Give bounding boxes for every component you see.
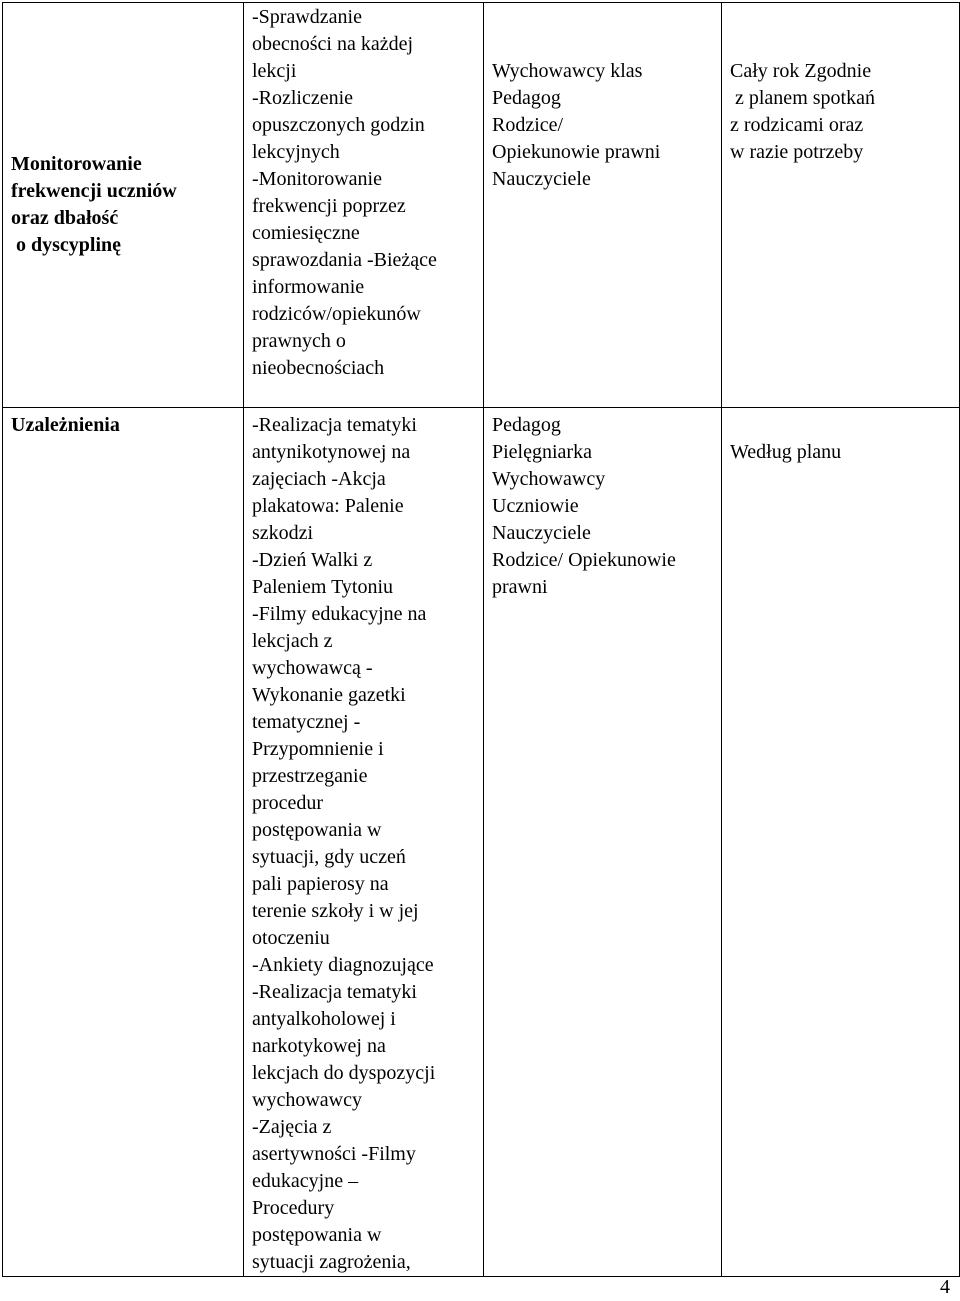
timing-line: Cały rok Zgodnie bbox=[730, 60, 872, 82]
activity-line: Paleniem Tytoniu bbox=[252, 576, 393, 598]
activity-line: wychowawcą - bbox=[252, 657, 373, 679]
responsible-line: Rodzice/ Opiekunowie bbox=[492, 549, 676, 571]
responsible-cell bbox=[484, 408, 722, 1277]
responsible-line: Rodzice/ bbox=[492, 114, 564, 136]
responsible-line: Wychowawcy klas bbox=[492, 60, 643, 82]
timing-line: z planem spotkań bbox=[735, 87, 875, 109]
activity-line: -Filmy edukacyjne na bbox=[252, 603, 427, 625]
topic-cell bbox=[3, 408, 244, 1277]
activity-line: antynikotynowej na bbox=[252, 441, 411, 463]
activity-line: comiesięczne bbox=[252, 222, 360, 244]
activity-line: rodziców/opiekunów bbox=[252, 303, 421, 325]
activity-line: -Monitorowanie bbox=[252, 168, 382, 190]
activity-line: asertywności -Filmy bbox=[252, 1143, 416, 1165]
activities-cell bbox=[244, 408, 484, 1277]
activity-line: sytuacji, gdy uczeń bbox=[252, 846, 406, 868]
responsible-line: Uczniowie bbox=[492, 495, 579, 517]
activity-line: terenie szkoły i w jej bbox=[252, 900, 419, 922]
timing-line: Według planu bbox=[730, 441, 842, 463]
table-row bbox=[3, 408, 960, 1277]
responsible-line: Opiekunowie prawni bbox=[492, 141, 661, 163]
activity-line: przestrzeganie bbox=[252, 765, 368, 787]
responsible-line: Pedagog bbox=[492, 87, 561, 109]
timing-line: z rodzicami oraz bbox=[730, 114, 864, 136]
activity-line: tematycznej - bbox=[252, 711, 361, 733]
topic-line: Uzależnienia bbox=[11, 414, 120, 436]
activity-line: obecności na każdej bbox=[252, 33, 414, 55]
activity-line: sprawozdania -Bieżące bbox=[252, 249, 437, 271]
responsible-line: Nauczyciele bbox=[492, 522, 591, 544]
activity-line: frekwencji poprzez bbox=[252, 195, 406, 217]
table-row bbox=[3, 3, 960, 408]
activity-line: antyalkoholowej i bbox=[252, 1008, 396, 1030]
activity-line: edukacyjne – bbox=[252, 1170, 359, 1192]
activity-line: zajęciach -Akcja bbox=[252, 468, 386, 490]
activity-line: Przypomnienie i bbox=[252, 738, 384, 760]
activity-line: Wykonanie gazetki bbox=[252, 684, 406, 706]
activity-line: otoczeniu bbox=[252, 927, 330, 949]
activity-line: narkotykowej na bbox=[252, 1035, 386, 1057]
activity-line: -Sprawdzanie bbox=[252, 6, 362, 28]
responsible-line: Pielęgniarka bbox=[492, 441, 592, 463]
activity-line: lekcjach z bbox=[252, 630, 333, 652]
activity-line: prawnych o bbox=[252, 330, 346, 352]
activity-line: pali papierosy na bbox=[252, 873, 389, 895]
responsible-cell bbox=[484, 3, 722, 408]
activity-line: postępowania w bbox=[252, 819, 382, 841]
activity-line: lekcji bbox=[252, 60, 297, 82]
activity-line: plakatowa: Palenie bbox=[252, 495, 404, 517]
activity-line: lekcjach do dyspozycji bbox=[252, 1062, 436, 1084]
topic-line: oraz dbałość bbox=[11, 207, 119, 229]
activity-line: -Zajęcia z bbox=[252, 1116, 332, 1138]
activity-line: opuszczonych godzin bbox=[252, 114, 425, 136]
timing-line: w razie potrzeby bbox=[730, 141, 864, 163]
activity-line: -Ankiety diagnozujące bbox=[252, 954, 434, 976]
activity-line: nieobecnościach bbox=[252, 357, 385, 379]
activity-line: Procedury bbox=[252, 1197, 335, 1219]
activity-line: szkodzi bbox=[252, 522, 314, 544]
responsible-line: prawni bbox=[492, 576, 548, 598]
activity-line: wychowawcy bbox=[252, 1089, 362, 1111]
activity-line: -Rozliczenie bbox=[252, 87, 354, 109]
activity-line: lekcyjnych bbox=[252, 141, 340, 163]
activity-line: -Realizacja tematyki bbox=[252, 981, 417, 1003]
topic-line: o dyscyplinę bbox=[16, 234, 122, 256]
responsible-line: Pedagog bbox=[492, 414, 561, 436]
activity-line: postępowania w bbox=[252, 1224, 382, 1246]
activity-line: -Dzień Walki z bbox=[252, 549, 373, 571]
page-number: 4 bbox=[940, 1276, 950, 1298]
timing-cell bbox=[722, 3, 960, 408]
timing-cell bbox=[722, 408, 960, 1277]
topic-line: Monitorowanie bbox=[11, 153, 142, 175]
topic-cell bbox=[3, 3, 244, 408]
activity-line: sytuacji zagrożenia, bbox=[252, 1251, 411, 1273]
activities-cell bbox=[244, 3, 484, 408]
responsible-line: Nauczyciele bbox=[492, 168, 591, 190]
activity-line: procedur bbox=[252, 792, 324, 814]
plan-table bbox=[2, 2, 960, 1277]
topic-line: frekwencji uczniów bbox=[11, 180, 177, 202]
activity-line: informowanie bbox=[252, 276, 365, 298]
activity-line: -Realizacja tematyki bbox=[252, 414, 417, 436]
responsible-line: Wychowawcy bbox=[492, 468, 606, 490]
